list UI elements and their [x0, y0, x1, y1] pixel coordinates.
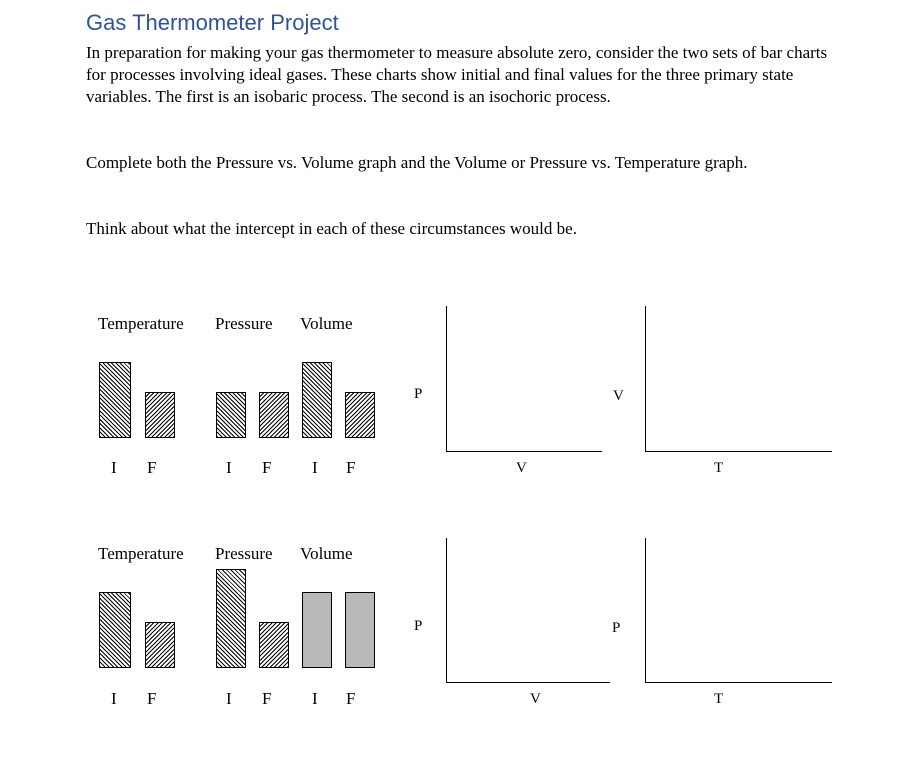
pressure-header: Pressure	[215, 544, 273, 563]
volume-final-bar	[345, 392, 375, 438]
instruction-paragraph: Complete both the Pressure vs. Volume graph and the Volume or Pressure vs. Temperature graph.	[86, 153, 748, 172]
x-axis	[446, 451, 602, 452]
pressure-final-bar	[259, 392, 289, 438]
pressure-initial-bar	[216, 569, 246, 668]
temperature-final-bar	[145, 392, 175, 438]
temperature-initial-bar	[99, 362, 131, 438]
x-axis	[446, 682, 610, 683]
volume-initial-bar	[302, 592, 332, 668]
volume-i-label: I	[312, 689, 318, 708]
intro-paragraph: In preparation for making your gas thermometer to measure absolute zero, consider the two sets of bar charts for processes involving ideal gases. These charts show initial and final values for the three primary state variables. The first is an isobaric process. The second is an isochoric process.	[86, 43, 828, 106]
y-axis	[645, 306, 646, 452]
volume-i-label: I	[312, 458, 318, 477]
y-axis	[446, 538, 447, 683]
x-axis-label: T	[714, 691, 724, 707]
temperature-f-label: F	[147, 458, 157, 477]
y-axis-label: P	[414, 386, 423, 402]
x-axis	[645, 682, 832, 683]
pressure-header: Pressure	[215, 314, 273, 333]
volume-final-bar	[345, 592, 375, 668]
pressure-initial-bar	[216, 392, 246, 438]
x-axis-label: T	[714, 460, 724, 476]
volume-header: Volume	[300, 314, 353, 333]
intercept-paragraph: Think about what the intercept in each of these circumstances would be.	[86, 219, 577, 238]
temperature-header: Temperature	[98, 314, 184, 333]
pressure-i-label: I	[226, 458, 232, 477]
pressure-i-label: I	[226, 689, 232, 708]
x-axis-label: V	[530, 691, 541, 707]
temperature-initial-bar	[99, 592, 131, 668]
temperature-i-label: I	[111, 458, 117, 477]
volume-f-label: F	[346, 458, 356, 477]
volume-initial-bar	[302, 362, 332, 438]
y-axis	[645, 538, 646, 683]
y-axis	[446, 306, 447, 452]
temperature-header: Temperature	[98, 544, 184, 563]
x-axis	[645, 451, 832, 452]
pressure-final-bar	[259, 622, 289, 668]
y-axis-label: V	[613, 388, 624, 404]
temperature-f-label: F	[147, 689, 157, 708]
pressure-f-label: F	[262, 458, 272, 477]
y-axis-label: P	[414, 618, 423, 634]
volume-header: Volume	[300, 544, 353, 563]
temperature-final-bar	[145, 622, 175, 668]
page-title: Gas Thermometer Project	[86, 10, 339, 35]
volume-f-label: F	[346, 689, 356, 708]
temperature-i-label: I	[111, 689, 117, 708]
y-axis-label: P	[612, 620, 621, 636]
pressure-f-label: F	[262, 689, 272, 708]
x-axis-label: V	[516, 460, 527, 476]
